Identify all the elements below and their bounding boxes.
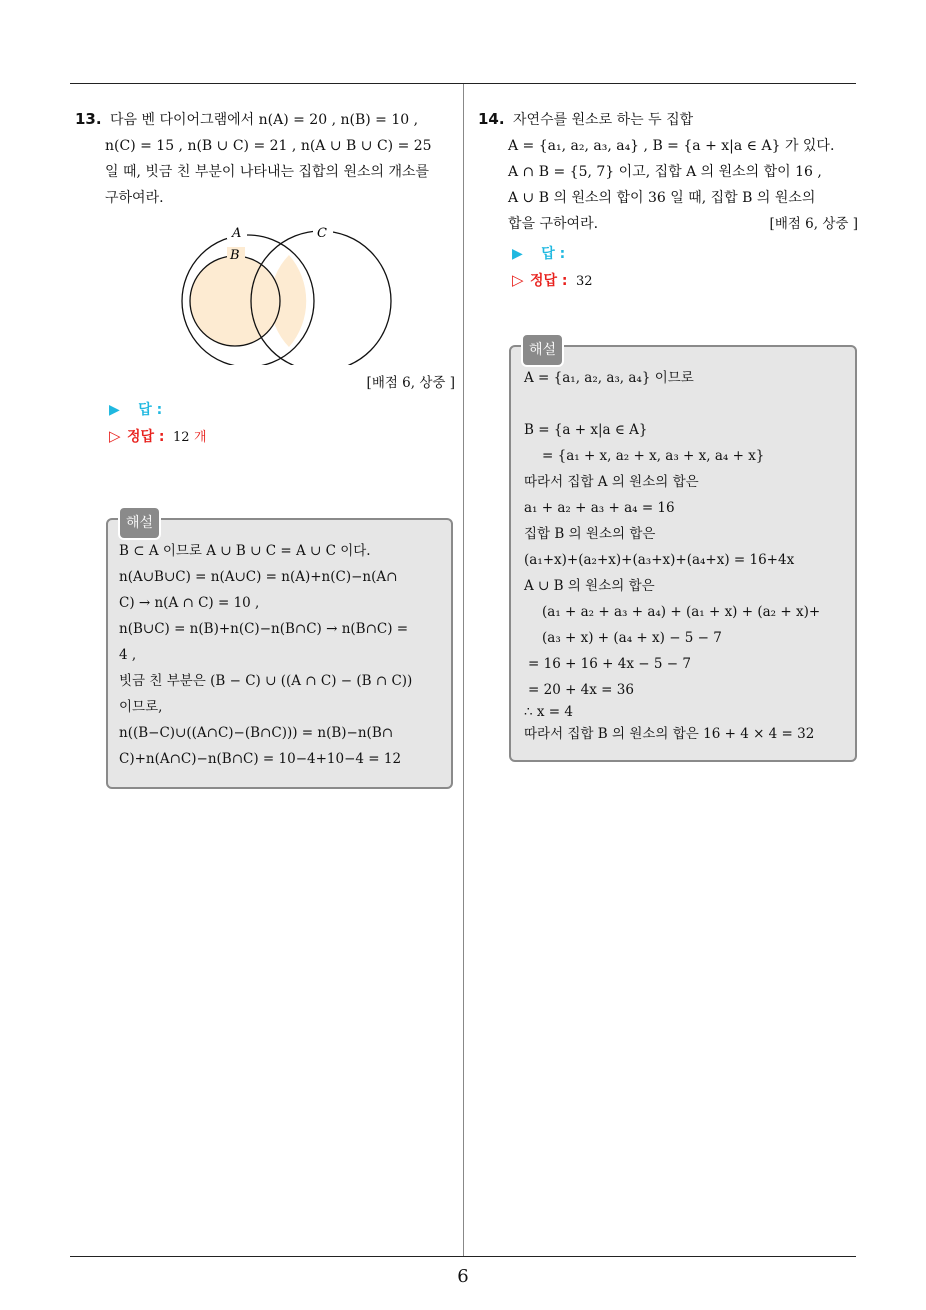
q14-correct-row	[512, 267, 858, 295]
q14-header	[478, 106, 858, 133]
q13-sol-line-6: 빗금 친 부분은 (B − C) ∪ ((A ∩ C) − (B ∩ C))	[119, 673, 413, 689]
q14-line-2: A = {a₁, a₂, a₃, a₄} , B = {a + x|a ∈ A} 가 있다.	[508, 138, 835, 154]
play-icon: ▶	[109, 402, 120, 418]
q13-sol-line-5: 4 ,	[119, 647, 137, 663]
q13-sol-line-4: n(B∪C) = n(B)+n(C)−n(B∩C) → n(B∩C) =	[119, 621, 409, 637]
column-divider	[463, 84, 464, 1256]
q13-number: 13.	[75, 110, 102, 128]
q14-answer	[478, 241, 858, 295]
bottom-rule	[70, 1256, 856, 1257]
q13-answer-row	[109, 397, 455, 423]
q14-sol-line-3: B = {a + x|a ∈ A}	[524, 422, 648, 438]
q13-answer-label: 답 :	[138, 402, 163, 418]
q14-line-1: 자연수를 원소로 하는 두 집합	[513, 112, 694, 128]
venn-label-a: A	[232, 226, 242, 241]
q14-line-3: A ∩ B = {5, 7} 이고, 집합 A 의 원소의 합이 16 ,	[508, 164, 822, 180]
q14-sol-line-11: (a₃ + x) + (a₄ + x) − 5 − 7	[542, 630, 722, 646]
q13-body	[75, 133, 455, 211]
q13-answer	[75, 397, 455, 451]
outline-triangle-icon: ▷	[512, 271, 524, 289]
q14-sol-line-8: (a₁+x)+(a₂+x)+(a₃+x)+(a₄+x) = 16+4x	[524, 552, 795, 568]
question-14	[478, 106, 858, 295]
q14-correct-label: 정답 :	[530, 273, 568, 289]
q14-sol-line-5: 따라서 집합 A 의 원소의 합은	[524, 474, 699, 490]
page-number: 6	[457, 1266, 469, 1287]
q14-correct-value: 32	[575, 274, 593, 289]
q13-line-3: 일 때, 빗금 친 부분이 나타내는 집합의 원소의 개소를	[105, 164, 430, 180]
q13-sol-line-2: n(A∪B∪C) = n(A∪C) = n(A)+n(C)−n(A∩	[119, 569, 398, 585]
q14-body	[478, 133, 858, 237]
q14-solution-box	[509, 342, 857, 762]
q13-solution-box	[106, 515, 453, 789]
q13-sol-line-3: C) → n(A ∩ C) = 10 ,	[119, 595, 260, 611]
q13-correct-value: 12	[172, 430, 190, 445]
q13-line-1: 다음 벤 다이어그램에서 n(A) = 20 , n(B) = 10 ,	[110, 112, 419, 128]
q14-sol-line-14: ∴ x = 4	[524, 704, 573, 720]
q14-sol-line-9: A ∪ B 의 원소의 합은	[524, 578, 655, 594]
q14-meta: [배점 6, 상중 ]	[769, 216, 858, 232]
q13-solution-tag: 해설	[118, 506, 161, 540]
q13-meta: [배점 6, 상중 ]	[366, 375, 455, 391]
q14-number: 14.	[478, 110, 505, 128]
q14-line-4: A ∪ B 의 원소의 합이 36 일 때, 집합 B 의 원소의	[508, 190, 816, 206]
q14-sol-line-10: (a₁ + a₂ + a₃ + a₄) + (a₁ + x) + (a₂ + x)+	[542, 604, 821, 620]
q14-line-5: 합을 구하여라.	[508, 216, 599, 232]
q14-answer-row	[512, 241, 858, 267]
venn-diagram	[165, 215, 405, 365]
q13-sol-line-8: n((B−C)∪((A∩C)−(B∩C))) = n(B)−n(B∩	[119, 725, 394, 741]
q14-sol-line-7: 집합 B 의 원소의 합은	[524, 526, 656, 542]
q14-sol-line-15: 따라서 집합 B 의 원소의 합은 16 + 4 × 4 = 32	[524, 726, 815, 742]
q13-sol-line-9: C)+n(A∩C)−n(B∩C) = 10−4+10−4 = 12	[119, 751, 402, 767]
q13-correct-row	[109, 423, 455, 451]
q14-sol-line-6: a₁ + a₂ + a₃ + a₄ = 16	[524, 500, 675, 516]
q14-sol-line-12: = 16 + 16 + 4x − 5 − 7	[528, 656, 691, 672]
play-icon: ▶	[512, 246, 523, 262]
q13-header	[75, 106, 455, 133]
shaded-lens	[270, 255, 306, 347]
q14-solution-tag: 해설	[521, 333, 564, 367]
q13-sol-line-1: B ⊂ A 이므로 A ∪ B ∪ C = A ∪ C 이다.	[119, 543, 371, 559]
q14-sol-line-2	[524, 391, 855, 417]
q13-sol-line-7: 이므로,	[119, 699, 163, 715]
venn-label-c: C	[317, 226, 327, 241]
q13-correct-unit: 개	[193, 430, 207, 445]
venn-label-b: B	[230, 248, 240, 263]
question-13	[75, 106, 455, 451]
q14-last-row	[508, 211, 858, 237]
q14-sol-line-4: = {a₁ + x, a₂ + x, a₃ + x, a₄ + x}	[542, 448, 765, 464]
outline-triangle-icon: ▷	[109, 427, 121, 445]
q13-line-4: 구하여라.	[105, 190, 164, 206]
q14-sol-line-1: A = {a₁, a₂, a₃, a₄} 이므로	[524, 370, 694, 386]
q14-answer-label: 답 :	[541, 246, 566, 262]
q13-line-2: n(C) = 15 , n(B ∪ C) = 21 , n(A ∪ B ∪ C) = 25	[105, 138, 432, 154]
q14-sol-line-13: = 20 + 4x = 36	[528, 682, 634, 698]
q13-correct-label: 정답 :	[127, 429, 165, 445]
